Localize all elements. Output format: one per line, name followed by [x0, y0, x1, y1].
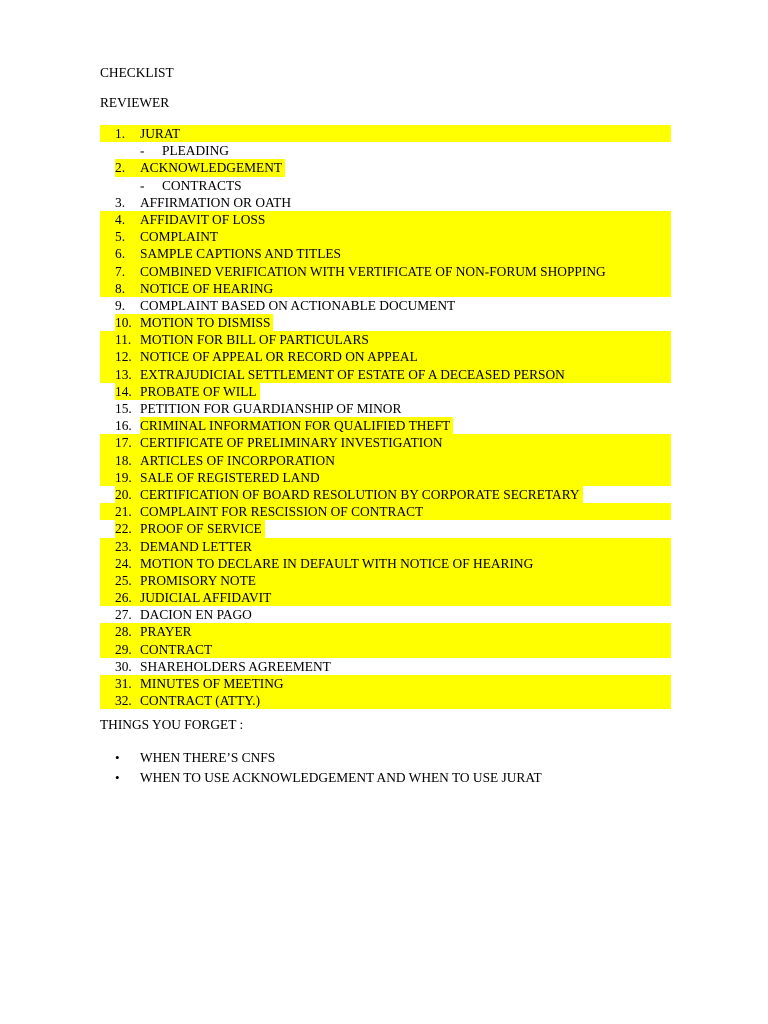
- item-number: 12.: [115, 349, 132, 365]
- highlight: [115, 159, 285, 176]
- item-number: 24.: [115, 555, 132, 571]
- checklist-item: [100, 452, 671, 469]
- item-text: CERTIFICATION OF BOARD RESOLUTION BY CORPORATE SECRETARY: [140, 486, 580, 502]
- checklist-item: [100, 469, 671, 486]
- item-number: 3.: [115, 194, 126, 210]
- item-text: DEMAND LETTER: [140, 538, 252, 554]
- item-number: 23.: [115, 538, 132, 554]
- checklist-item: [100, 314, 671, 331]
- item-number: 15.: [115, 401, 132, 416]
- item-text: COMPLAINT FOR RESCISSION OF CONTRACT: [140, 504, 424, 520]
- item-text: JUDICIAL AFFIDAVIT: [140, 590, 272, 606]
- item-text: PROMISORY NOTE: [140, 572, 256, 588]
- item-text: ACKNOWLEDGEMENT: [140, 160, 283, 176]
- item-number: 26.: [115, 590, 132, 606]
- subitem-text: PLEADING: [162, 143, 229, 159]
- item-text: NOTICE OF HEARING: [140, 280, 274, 296]
- checklist-item: [100, 606, 671, 623]
- item-text: CRIMINAL INFORMATION FOR QUALIFIED THEFT: [140, 417, 453, 434]
- checklist-item: [100, 297, 671, 314]
- checklist-item: [100, 417, 671, 434]
- checklist-item: [100, 555, 671, 572]
- item-text: AFFIRMATION OR OATH: [140, 194, 292, 210]
- item-number: 4.: [115, 211, 126, 227]
- checklist-item: [100, 400, 671, 417]
- bullet-text: WHEN THERE’S CNFS: [140, 750, 276, 765]
- item-text: COMPLAINT: [140, 229, 219, 245]
- item-text: NOTICE OF APPEAL OR RECORD ON APPEAL: [140, 349, 418, 365]
- highlight: [115, 486, 583, 503]
- item-text: EXTRAJUDICIAL SETTLEMENT OF ESTATE OF A DECEASED PERSON: [140, 366, 565, 382]
- checklist-item: [100, 434, 671, 451]
- checklist-item: [100, 383, 671, 400]
- item-text: MOTION TO DECLARE IN DEFAULT WITH NOTICE OF HEARING: [140, 555, 534, 571]
- checklist-item: [100, 486, 671, 503]
- checklist-item: [100, 280, 671, 297]
- checklist-item: [100, 520, 671, 537]
- checklist-item: [100, 366, 671, 383]
- checklist-item: [100, 503, 671, 520]
- item-text: MOTION FOR BILL OF PARTICULARS: [140, 332, 369, 348]
- item-number: 1.: [115, 126, 126, 141]
- subitem-text: CONTRACTS: [162, 177, 242, 193]
- item-number: 22.: [115, 521, 132, 537]
- highlight: [115, 383, 260, 400]
- highlight: [115, 520, 265, 537]
- item-text: PROBATE OF WILL: [140, 383, 257, 399]
- item-number: 32.: [115, 693, 132, 709]
- bullet-icon: •: [115, 770, 120, 785]
- things-you-forget-heading: THINGS YOU FORGET :: [100, 717, 244, 732]
- dash-marker: -: [140, 177, 145, 193]
- item-number: 20.: [115, 486, 132, 502]
- checklist-item: [100, 263, 671, 280]
- item-number: 19.: [115, 469, 132, 485]
- item-number: 6.: [115, 246, 126, 262]
- item-number: 25.: [115, 572, 132, 588]
- item-text: ARTICLES OF INCORPORATION: [140, 452, 335, 468]
- checklist-item: [100, 211, 671, 228]
- item-number: 5.: [115, 229, 126, 245]
- item-text: CERTIFICATE OF PRELIMINARY INVESTIGATION: [140, 435, 443, 451]
- checklist-item: [100, 692, 671, 709]
- item-text: COMBINED VERIFICATION WITH VERTIFICATE OF NON-FORUM SHOPPING: [140, 263, 606, 279]
- item-number: 21.: [115, 504, 132, 520]
- item-text: MOTION TO DISMISS: [140, 315, 271, 331]
- checklist-item: [100, 641, 671, 658]
- checklist-item: [100, 125, 671, 142]
- item-text: COMPLAINT BASED ON ACTIONABLE DOCUMENT: [140, 297, 456, 313]
- item-number: 29.: [115, 641, 132, 657]
- item-number: 13.: [115, 366, 132, 382]
- checklist-item: [100, 658, 671, 675]
- checklist-item: [100, 159, 671, 176]
- document-title: CHECKLIST: [100, 65, 174, 80]
- item-number: 17.: [115, 435, 132, 451]
- item-text: PRAYER: [140, 624, 192, 640]
- checklist-item: [100, 194, 671, 211]
- checklist-item: [100, 245, 671, 262]
- checklist-item: [100, 675, 671, 692]
- item-number: 16.: [115, 418, 132, 434]
- item-text: JURAT: [140, 126, 181, 141]
- item-number: 14.: [115, 383, 132, 399]
- item-text: CONTRACT (ATTY.): [140, 693, 261, 709]
- item-text: MINUTES OF MEETING: [140, 676, 284, 691]
- item-number: 11.: [115, 332, 132, 348]
- bullet-text: WHEN TO USE ACKNOWLEDGEMENT AND WHEN TO USE JURAT: [140, 770, 542, 785]
- checklist-item: [100, 348, 671, 365]
- document-subtitle: REVIEWER: [100, 95, 170, 110]
- item-number: 10.: [115, 315, 132, 331]
- item-number: 30.: [115, 658, 132, 674]
- highlight: [115, 314, 273, 331]
- item-text: SHAREHOLDERS AGREEMENT: [140, 658, 331, 674]
- checklist-item: [100, 623, 671, 640]
- checklist-subitem: [100, 177, 671, 194]
- item-number: 27.: [115, 607, 132, 623]
- checklist-subitem: [100, 142, 671, 159]
- checklist-item: [100, 572, 671, 589]
- checklist-item: [100, 331, 671, 348]
- dash-marker: -: [140, 143, 145, 159]
- item-number: 7.: [115, 263, 126, 279]
- item-number: 28.: [115, 624, 132, 640]
- bullet-icon: •: [115, 750, 120, 765]
- item-text: PETITION FOR GUARDIANSHIP OF MINOR: [140, 401, 402, 416]
- checklist-item: [100, 538, 671, 555]
- item-number: 2.: [115, 160, 126, 176]
- item-number: 18.: [115, 452, 132, 468]
- item-text: SAMPLE CAPTIONS AND TITLES: [140, 246, 342, 262]
- checklist-item: [100, 589, 671, 606]
- item-text: CONTRACT: [140, 641, 213, 657]
- checklist: [100, 125, 671, 709]
- item-number: 31.: [115, 676, 132, 691]
- item-number: 8.: [115, 280, 126, 296]
- item-text: SALE OF REGISTERED LAND: [140, 469, 320, 485]
- item-text: AFFIDAVIT OF LOSS: [140, 211, 266, 227]
- item-text: DACION EN PAGO: [140, 607, 252, 623]
- item-number: 9.: [115, 297, 126, 313]
- checklist-item: [100, 228, 671, 245]
- item-text: PROOF OF SERVICE: [140, 521, 262, 537]
